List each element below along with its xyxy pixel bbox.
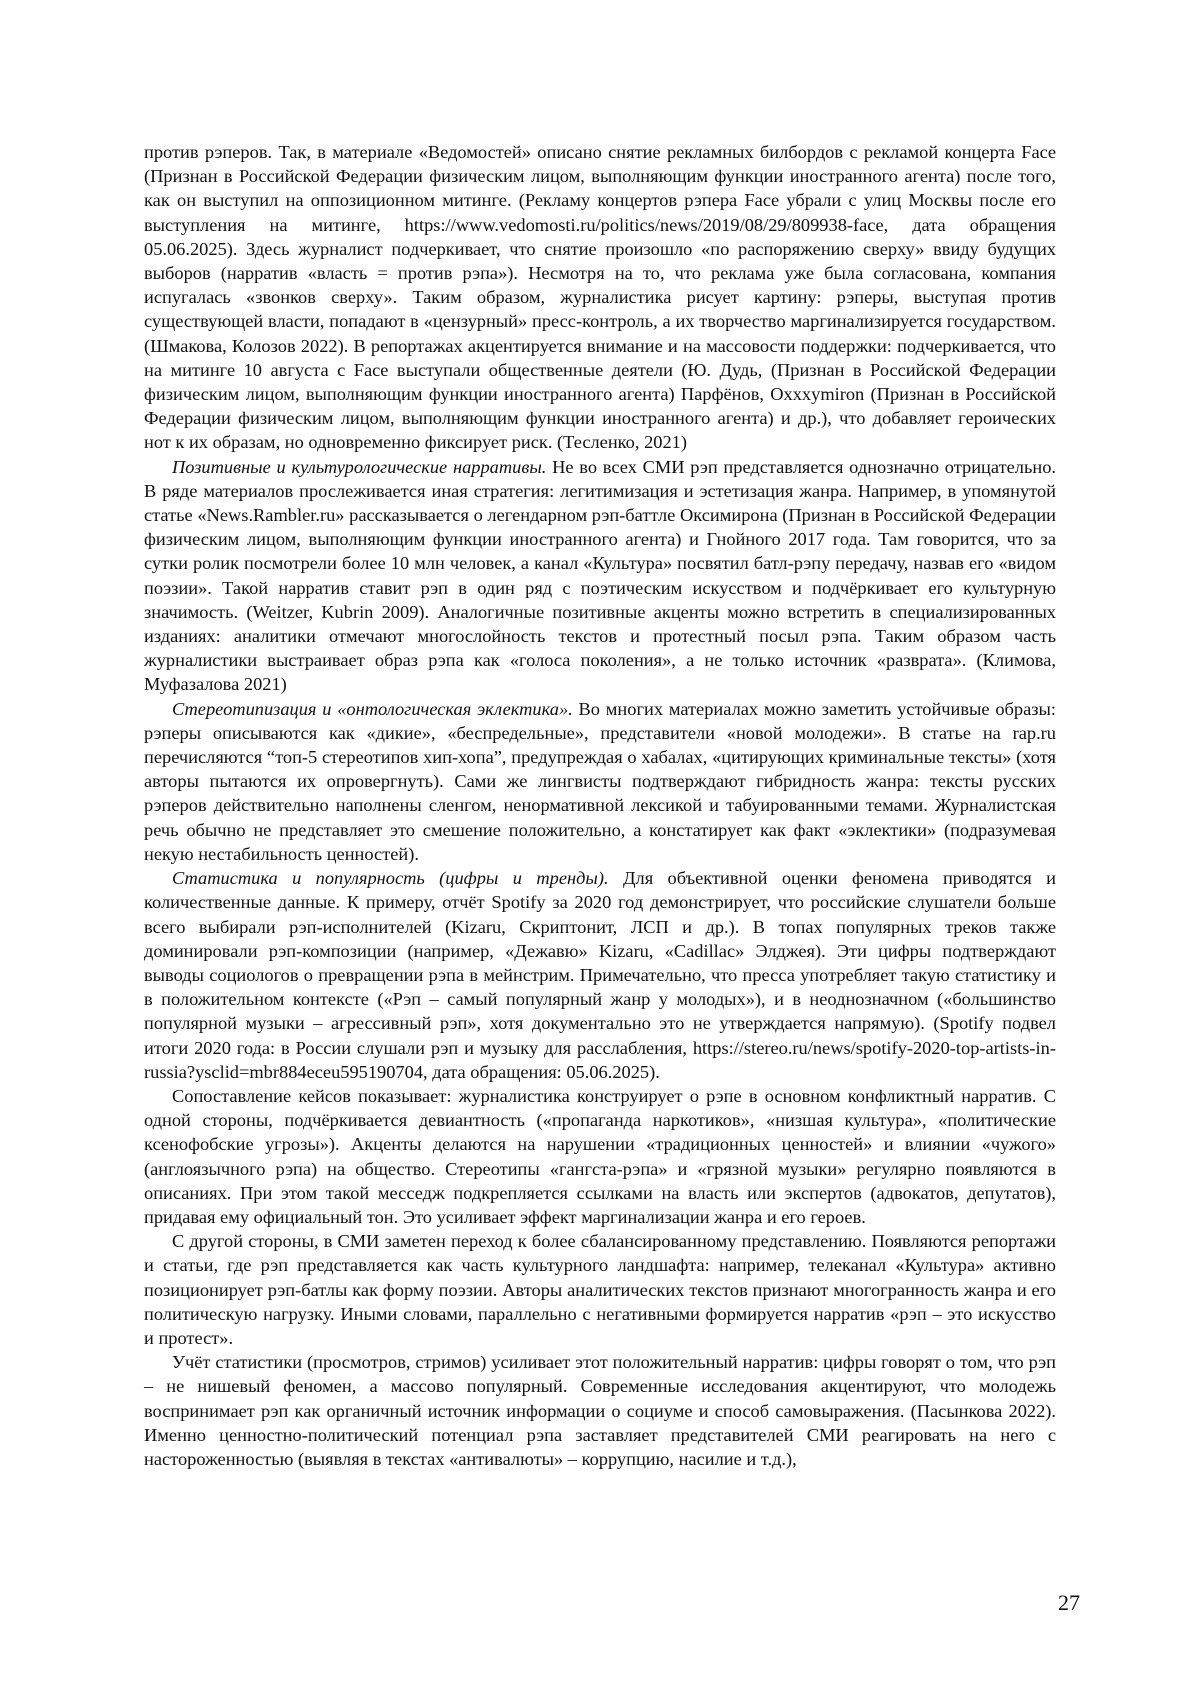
paragraph-5 — [144, 1084, 1056, 1229]
paragraph-7 — [144, 1350, 1056, 1471]
paragraph-4 — [144, 866, 1056, 1084]
paragraph-7-text: Учёт статистики (просмотров, стримов) усиливает этот положительный нарратив: цифры говорят о том, что рэп – не нишевый феномен, а массово популярный. Современные исследования акцентируют, что молодежь воспринимает рэп как органичный источник информации о социуме и способ самовыражения. (Пасынкова 2022). Именно ценностно-политический потенциал рэпа заставляет представителей СМИ реагировать на него с настороженностью (выявляя в текстах «антивалюты» – коррупцию, насилие и т.д.), — [144, 1352, 1056, 1469]
paragraph-2-text: Не во всех СМИ рэп представляется однозначно отрицательно. В ряде материалов прослеживается иная стратегия: легитимизация и эстетизация жанра. Например, в упомянутой статье «News.Rambler.ru» рассказывается о легендарном рэп-баттле Оксимирона (Признан в Российской Федерации физическим лицом, выполняющим функции иностранного агента) и Гнойного 2017 года. Там говорится, что за сутки ролик посмотрели более 10 млн человек, а канал «Культура» посвятил батл-рэпу передачу, назвав его «видом поэзии». Такой нарратив ставит рэп в один ряд с поэтическим искусством и подчёркивает его культурную значимость. (Weitzer, Kubrin 2009). Аналогичные позитивные акценты можно встретить в специализированных изданиях: аналитики отмечают многослойность текстов и протестный посыл рэпа. Таким образом часть журналистики выстраивает образ рэпа как «голоса поколения», а не только источник «разврата». (Климова, Муфазалова 2021) — [144, 456, 1056, 695]
paragraph-2 — [144, 455, 1056, 697]
paragraph-6-text: С другой стороны, в СМИ заметен переход к более сбалансированному представлению. Появляются репортажи и статьи, где рэп представляется как часть культурного ландшафта: например, телеканал «Культура» активно позиционирует рэп-батлы как форму поэзии. Авторы аналитических текстов признают многогранность жанра и его политическую нагрузку. Иными словами, параллельно с негативными формируется нарратив «рэп – это искусство и протест». — [144, 1231, 1056, 1348]
page-number: 27 — [1058, 1590, 1080, 1615]
paragraph-1-text: против рэперов. Так, в материале «Ведомостей» описано снятие рекламных билбордов с рекламой концерта Face (Признан в Российской Федерации физическим лицом, выполняющим функции иностранного агента) после того, как он выступил на оппозиционном митинге. (Рекламу концертов рэпера Face убрали с улиц Москвы после его выступления на митинге, https://www.vedomosti.ru/politics/news/2019/08/29/809938-face, дата обращения 05.06.2025). Здесь журналист подчеркивает, что снятие произошло «по распоряжению сверху» ввиду будущих выборов (нарратив «власть = против рэпа»). Несмотря на то, что реклама уже была согласована, компания испугалась «звонков сверху». Таким образом, журналистика рисует картину: рэперы, выступая против существующей власти, попадают в «цензурный» пресс-контроль, а их творчество маргинализируется государством. (Шмакова, Колозов 2022). В репортажах акцентируется внимание и на массовости поддержки: подчеркивается, что на митинге 10 августа с Face выступали общественные деятели (Ю. Дудь, (Признан в Российской Федерации физическим лицом, выполняющим функции иностранного агента) Парфёнов, Oxxxymiron (Признан в Российской Федерации физическим лицом, выполняющим функции иностранного агента) и др.), что добавляет героических нот к их образам, но одновременно фиксирует риск. (Тесленко, 2021) — [144, 142, 1056, 453]
paragraph-1 — [144, 140, 1056, 455]
paragraph-3-text: Во многих материалах можно заметить устойчивые образы: рэперы описываются как «дикие», «беспредельные», представители «новой молодежи». В статье на rap.ru перечисляются “топ-5 стереотипов хип-хопа”, предупреждая о хабалах, «цитирующих криминальные тексты» (хотя авторы пытаются их опровергнуть). Сами же лингвисты подтверждают гибридность жанра: тексты русских рэперов действительно наполнены сленгом, ненормативной лексикой и табуированными темами. Журналистская речь обычно не представляет это смешение положительно, а констатирует как факт «эклектики» (подразумевая некую нестабильность ценностей). — [144, 698, 1056, 864]
paragraph-2-heading: Позитивные и культурологические нарративы. — [172, 456, 547, 477]
paragraph-6 — [144, 1229, 1056, 1350]
paragraph-3 — [144, 697, 1056, 866]
paragraph-3-heading: Стереотипизация и «онтологическая эклектика». — [172, 698, 573, 719]
paragraph-5-text: Сопоставление кейсов показывает: журналистика конструирует о рэпе в основном конфликтный нарратив. С одной стороны, подчёркивается девиантность («пропаганда наркотиков», «низшая культура», «политические ксенофобские угрозы»). Акценты делаются на нарушении «традиционных ценностей» и влиянии «чужого» (англоязычного рэпа) на общество. Стереотипы «гангста-рэпа» и «грязной музыки» регулярно появляются в описаниях. При этом такой месседж подкрепляется ссылками на власть или экспертов (адвокатов, депутатов), придавая ему официальный тон. Это усиливает эффект маргинализации жанра и его героев. — [144, 1085, 1056, 1227]
paragraph-4-text: Для объективной оценки феномена приводятся и количественные данные. К примеру, отчёт Spotify за 2020 год демонстрирует, что российские слушатели больше всего выбирали рэп-исполнителей (Kizaru, Скриптонит, ЛСП и др.). В топах популярных треков также доминировали рэп-композиции (например, «Дежавю» Kizaru, «Cadillac» Элджея). Эти цифры подтверждают выводы социологов о превращении рэпа в мейнстрим. Примечательно, что пресса употребляет такую статистику и в положительном контексте («Рэп – самый популярный жанр у молодых»), и в неоднозначном («большинство популярной музыки – агрессивный рэп», хотя документально это не утверждается напрямую). (Spotify подвел итоги 2020 года: в России слушали рэп и музыку для расслабления, https://stereo.ru/news/spotify-2020-top-artists-in-russia?ysclid=mbr884eceu595190704, дата обращения: 05.06.2025). — [144, 868, 1056, 1082]
body-text — [144, 140, 1056, 1471]
paragraph-4-heading: Статистика и популярность (цифры и тренды). — [172, 868, 609, 889]
